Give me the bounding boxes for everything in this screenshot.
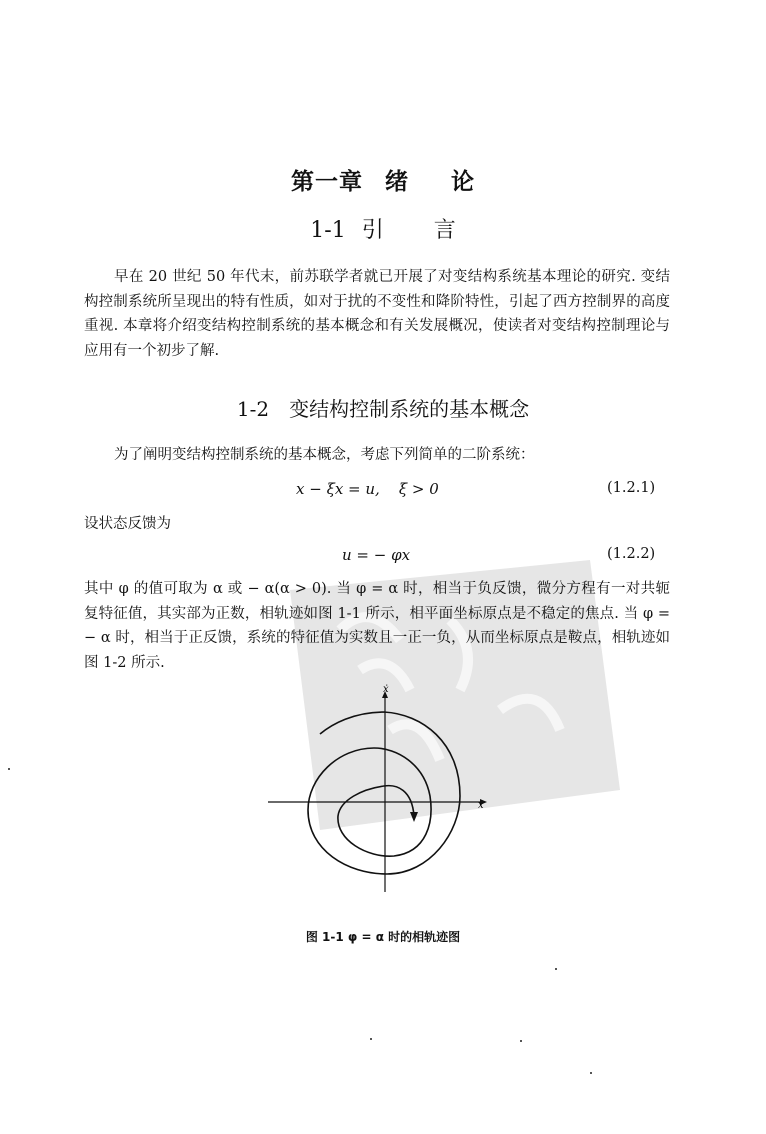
section-1-1-heading: 1-1 引 言	[310, 218, 456, 243]
spiral-trajectory	[308, 712, 460, 874]
x-axis-label: x	[478, 800, 484, 811]
figure-caption: 图 1-1 φ = α 时的相轨迹图	[305, 930, 461, 944]
equation-1-2-2: u = − φx	[342, 546, 411, 564]
paragraph-feedback-cases: 其中 φ 的值可取为 α 或 − α(α > 0). 当 φ = α 时，相当于负反馈，微分方程有一对共轭复特征值，其实部为正数，相轨迹如图 1-1 所示，相平面坐标原点是不稳定的焦点. 当 φ = − α 时，相当于正反馈，系统的特征值为实数且一正一负，从而坐标原点是鞍点，相轨迹如图 1-2 所示.	[84, 581, 670, 671]
scan-speck	[520, 1040, 522, 1042]
paragraph-system-intro: 为了阐明变结构控制系统的基本概念，考虑下列简单的二阶系统：	[114, 447, 535, 463]
y-axis-label: ẋ	[383, 684, 389, 695]
equation-1-2-1-number: (1.2.1)	[607, 480, 656, 496]
scan-speck	[370, 1038, 372, 1040]
scan-speck	[8, 768, 10, 770]
scan-speck	[590, 1072, 592, 1074]
intro-paragraph: 早在 20 世纪 50 年代末，前苏联学者就已开展了对变结构系统基本理论的研究. 变结构控制系统所呈现出的特有性质，如对于扰的不变性和降阶特性，引起了西方控制界的高度重视. 本章将介绍变结构控制系统的基本概念和有关发展概况，使读者对变结构控制理论与应用有一个初步了解.	[84, 269, 670, 359]
section-1-2-heading: 1-2 变结构控制系统的基本概念	[236, 397, 530, 421]
phase-trajectory-figure	[262, 682, 492, 907]
scan-speck	[555, 968, 557, 970]
chapter-title: 第一章 绪 论	[291, 169, 475, 195]
equation-1-2-2-number: (1.2.2)	[607, 546, 656, 562]
paragraph-state-feedback: 设状态反馈为	[84, 516, 171, 532]
equation-1-2-1: x − ξx = u, ξ > 0	[296, 480, 439, 498]
trajectory-arrow	[410, 812, 418, 822]
